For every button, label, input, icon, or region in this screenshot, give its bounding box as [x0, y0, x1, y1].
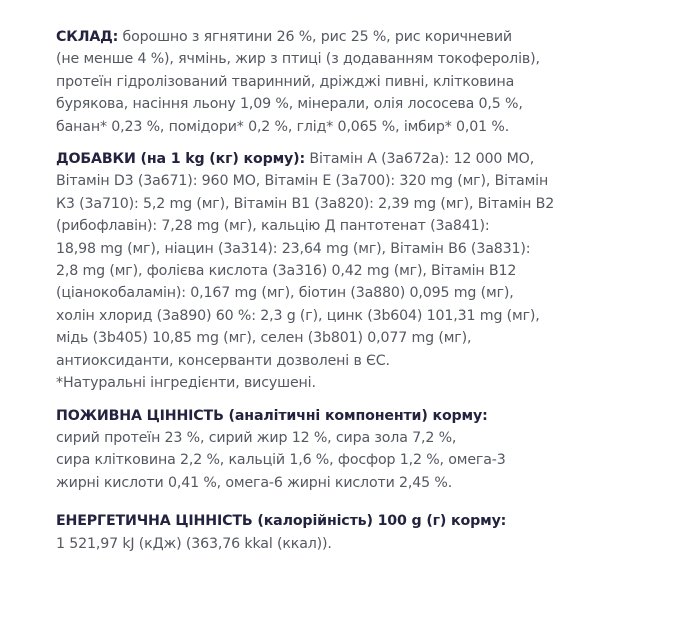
nutrition-line-1: сирий протеїн 23 %, сирий жир 12 %, сира зола 7,2 %,	[56, 429, 457, 446]
composition-section	[56, 26, 656, 138]
composition-line-2: (не менше 4 %), ячмінь, жир з птиці (з додаванням токоферолів),	[56, 51, 540, 68]
composition-line-3: протеїн гідролізований тваринний, дріжджі пивні, клітковина	[56, 73, 515, 90]
additives-line-1	[56, 148, 656, 170]
additives-line-10: антиоксиданти, консерванти дозволені в ЄС.	[56, 352, 390, 369]
additives-line-7: (ціанокобаламін): 0,167 mg (мг), біотин (3а880) 0,095 mg (мг),	[56, 285, 514, 302]
nutrition-heading: ПОЖИВНА ЦІННІСТЬ (аналітичні компоненти) корму:	[56, 407, 488, 424]
additives-line-6: 2,8 mg (мг), фолієва кислота (3а316) 0,42 mg (мг), Вітамін В12	[56, 263, 517, 280]
composition-heading: СКЛАД:	[56, 29, 119, 45]
natural-ingredients-footnote: *Натуральні інгредієнти, висушені.	[56, 375, 316, 392]
additives-line-4: (рибофлавін): 7,28 mg (мг), кальцію Д пантотенат (3а841):	[56, 218, 490, 235]
composition-line-4: бурякова, насіння льону 1,09 %, мінерали, олія лососева 0,5 %,	[56, 96, 523, 113]
additives-heading: ДОБАВКИ (на 1 kg (кг) корму):	[56, 151, 305, 168]
composition-text: борошно з ягнятини 26 %, рис 25 %, рис коричневий	[118, 29, 512, 45]
additives-line-9: мідь (3b405) 10,85 mg (мг), селен (3b801) 0,077 mg (мг),	[56, 330, 472, 347]
composition-line-1	[56, 26, 656, 48]
additives-line-3: К3 (3а710): 5,2 mg (мг), Вітамін В1 (3а820): 2,39 mg (мг), Вітамін В2	[56, 195, 555, 212]
energy-heading: ЕНЕРГЕТИЧНА ЦІННІСТЬ (калорійність) 100 g (г) корму:	[56, 513, 507, 530]
additives-line-5: 18,98 mg (мг), ніацин (3а314): 23,64 mg (мг), Вітамін В6 (3а831):	[56, 240, 531, 257]
energy-section	[56, 510, 656, 555]
nutrition-section	[56, 405, 656, 495]
product-composition-document	[56, 26, 656, 555]
additives-line-8: холін хлорид (3а890) 60 %: 2,3 g (г), цинк (3b604) 101,31 mg (мг),	[56, 307, 540, 324]
additives-section	[56, 148, 656, 394]
nutrition-line-2: сира клітковина 2,2 %, кальцій 1,6 %, фосфор 1,2 %, омега-3	[56, 452, 506, 469]
nutrition-line-3: жирні кислоти 0,41 %, омега-6 жирні кислоти 2,45 %.	[56, 474, 453, 491]
composition-line-5: банан* 0,23 %, помідори* 0,2 %, глід* 0,065 %, імбир* 0,01 %.	[56, 118, 510, 135]
additives-line-2: Вітамін D3 (3а671): 960 МО, Вітамін Е (3а700): 320 mg (мг), Вітамін	[56, 173, 549, 190]
additives-text: Вітамін А (3а672а): 12 000 МО,	[305, 151, 535, 168]
energy-value: 1 521,97 kJ (кДж) (363,76 kkal (ккал)).	[56, 535, 332, 552]
